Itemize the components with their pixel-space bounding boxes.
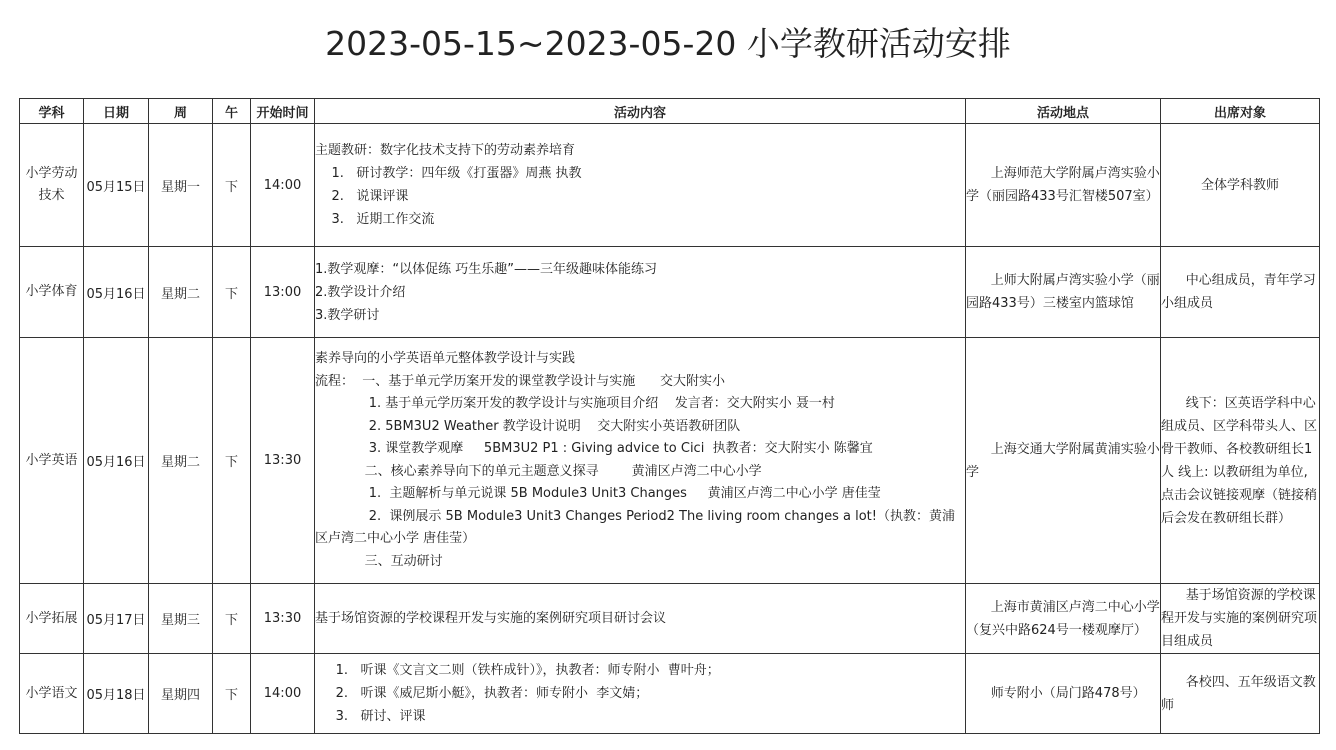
- content-line: 1. 听课《文言文二则（铁杵成针）》，执教者：师专附小 曹叶舟；: [315, 663, 720, 678]
- location-text: 上海师范大学附属卢湾实验小学（丽园路433号汇智楼507室）: [966, 166, 1160, 204]
- cell-period: 下: [213, 654, 251, 734]
- cell-time: 13:30: [251, 584, 315, 654]
- cell-time: 14:00: [251, 654, 315, 734]
- cell-attendees: [1161, 338, 1320, 584]
- header-weekday: 周: [149, 99, 213, 124]
- table-row: [20, 654, 1320, 734]
- cell-date: 05月15日: [84, 124, 149, 247]
- cell-subject: 小学英语: [20, 338, 84, 584]
- content-line: 二、核心素养导向下的单元主题意义探寻 黄浦区卢湾二中心小学: [315, 463, 762, 479]
- cell-subject: 小学语文: [20, 654, 84, 734]
- content-line: 素养导向的小学英语单元整体教学设计与实践: [315, 351, 576, 366]
- cell-weekday: 星期二: [149, 247, 213, 338]
- header-subject: 学科: [20, 99, 84, 124]
- cell-content: [315, 124, 966, 247]
- table-row: [20, 124, 1320, 247]
- content-line: 2. 听课《威尼斯小艇》，执教者：师专附小 李文婧；: [315, 686, 649, 701]
- cell-period: 下: [213, 247, 251, 338]
- content-line: 基于场馆资源的学校课程开发与实施的案例研究项目研讨会议: [315, 611, 667, 626]
- cell-content: [315, 584, 966, 654]
- attendees-text: 中心组成员，青年学习小组成员: [1161, 273, 1316, 311]
- cell-weekday: 星期二: [149, 338, 213, 584]
- content-line: 1. 基于单元学历案开发的教学设计与实施项目介绍 发言者：交大附实小 聂一村: [315, 396, 835, 411]
- cell-period: 下: [213, 124, 251, 247]
- content-line: 1.教学观摩：“以体促练 巧生乐趣”——三年级趣味体能练习: [315, 261, 658, 277]
- content-line: 流程： 一、基于单元学历案开发的课堂教学设计与实施 交大附实小: [315, 373, 726, 389]
- cell-content: [315, 654, 966, 734]
- content-line: 2. 课例展示 5B Module3 Unit3 Changes Period2 The living room changes a lot!（执教：黄浦区卢湾二中心小学 唐佳莹）: [315, 508, 955, 546]
- cell-subject: 小学体育: [20, 247, 84, 338]
- header-period: 午: [213, 99, 251, 124]
- location-text: 上海市黄浦区卢湾二中心小学（复兴中路624号一楼观摩厅）: [966, 599, 1160, 638]
- content-line: 2. 5BM3U2 Weather 教学设计说明 交大附实小英语教研团队: [315, 418, 741, 434]
- table-row: [20, 338, 1320, 584]
- cell-attendees: [1161, 584, 1320, 654]
- attendees-text: 全体学科教师: [1200, 177, 1279, 193]
- cell-subject: 小学拓展: [20, 584, 84, 654]
- attendees-text: 线下：区英语学科中心组成员、区学科带头人、区骨干教师、各校教研组长1人 线上: 以教研组为单位,点击会议链接观摩（链接稍后会发在教研组长群）: [1161, 395, 1318, 526]
- table-row: [20, 247, 1320, 338]
- cell-location: [966, 338, 1161, 584]
- cell-date: 05月18日: [84, 654, 149, 734]
- header-location: 活动地点: [966, 99, 1161, 124]
- cell-period: 下: [213, 338, 251, 584]
- table-header-row: [20, 99, 1320, 124]
- content-line: 主题教研：数字化技术支持下的劳动素养培育: [315, 143, 576, 158]
- cell-location: [966, 124, 1161, 247]
- cell-location: [966, 654, 1161, 734]
- content-line: 3. 近期工作交流: [315, 212, 435, 227]
- header-attendees: 出席对象: [1161, 99, 1320, 124]
- attendees-text: 基于场馆资源的学校课程开发与实施的案例研究项目组成员: [1161, 588, 1318, 649]
- cell-attendees: [1161, 247, 1320, 338]
- content-line: 3.教学研讨: [315, 307, 380, 323]
- cell-location: [966, 584, 1161, 654]
- cell-period: 下: [213, 584, 251, 654]
- content-line: 2.教学设计介绍: [315, 284, 406, 300]
- content-line: 2. 说课评课: [315, 189, 409, 204]
- page-title: 2023-05-15~2023-05-20 小学教研活动安排: [325, 24, 1011, 63]
- cell-date: 05月16日: [84, 247, 149, 338]
- content-line: 3. 研讨、评课: [315, 709, 426, 724]
- cell-time: 13:30: [251, 338, 315, 584]
- cell-weekday: 星期四: [149, 654, 213, 734]
- cell-attendees: [1161, 654, 1320, 734]
- cell-date: 05月16日: [84, 338, 149, 584]
- content-line: 3. 课堂教学观摩 5BM3U2 P1 : Giving advice to Cici 执教者：交大附实小 陈馨宜: [315, 441, 873, 456]
- cell-attendees: [1161, 124, 1320, 247]
- content-line: 1. 研讨教学：四年级《打蛋器》周燕 执教: [315, 166, 582, 181]
- cell-subject: 小学劳动技术: [20, 124, 84, 247]
- cell-date: 05月17日: [84, 584, 149, 654]
- header-content: 活动内容: [315, 99, 966, 124]
- content-line: 1. 主题解析与单元说课 5B Module3 Unit3 Changes 黄浦区卢湾二中心小学 唐佳莹: [315, 486, 881, 501]
- attendees-text: 各校四、五年级语文教师: [1161, 674, 1316, 713]
- location-text: 上海交通大学附属黄浦实验小学: [966, 441, 1160, 480]
- table-row: [20, 584, 1320, 654]
- header-date: 日期: [84, 99, 149, 124]
- header-start-time: 开始时间: [251, 99, 315, 124]
- cell-weekday: 星期三: [149, 584, 213, 654]
- cell-time: 14:00: [251, 124, 315, 247]
- cell-location: [966, 247, 1161, 338]
- cell-content: [315, 247, 966, 338]
- cell-content: [315, 338, 966, 584]
- cell-time: 13:00: [251, 247, 315, 338]
- cell-weekday: 星期一: [149, 124, 213, 247]
- location-text: 师专附小（局门路478号）: [966, 686, 1146, 701]
- location-text: 上师大附属卢湾实验小学（丽园路433号）三楼室内篮球馆: [966, 273, 1160, 311]
- schedule-table: [19, 98, 1320, 734]
- content-line: 三、互动研讨: [315, 553, 443, 569]
